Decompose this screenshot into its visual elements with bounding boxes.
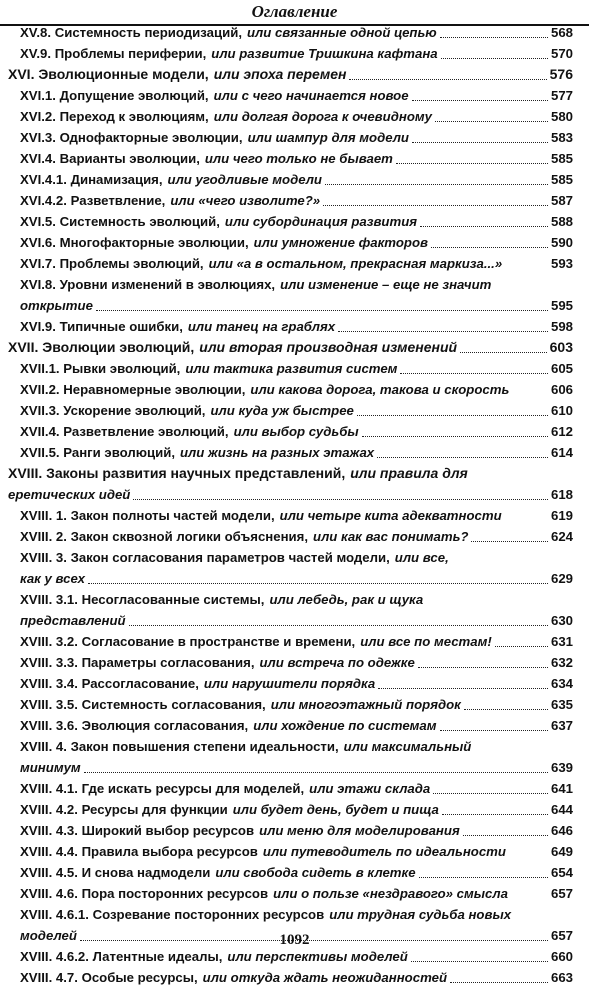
dot-leader (338, 331, 548, 332)
toc-entry[interactable] (20, 757, 573, 778)
toc-entry-title: XVIII. 4.4. Правила выбора ресурсов (20, 844, 258, 859)
toc-entry-subtitle: или путеводитель по идеальности (262, 844, 506, 859)
toc-entry-page: 570 (550, 46, 573, 61)
dot-leader (440, 730, 548, 731)
toc-entry-title: XVI.9. Типичные ошибки, (20, 319, 183, 334)
toc-entry[interactable] (20, 232, 573, 253)
toc-entry-title: XVII.5. Ранги эволюций, (20, 445, 175, 460)
toc-entry-page: 605 (550, 361, 573, 376)
toc-entry[interactable] (20, 631, 573, 652)
toc-entry[interactable] (20, 820, 573, 841)
toc-entry[interactable] (8, 337, 573, 358)
toc-entry[interactable] (20, 736, 573, 757)
toc-entry[interactable] (20, 169, 573, 190)
toc-entry-subtitle: или развитие Тришкина кафтана (211, 46, 438, 61)
toc-entry-subtitle: моделей (20, 928, 77, 943)
toc-entry[interactable] (20, 778, 573, 799)
dot-leader (349, 79, 546, 80)
toc-entry[interactable] (20, 673, 573, 694)
toc-entry-page: 588 (550, 214, 573, 229)
dot-leader (411, 961, 548, 962)
dot-leader (418, 667, 548, 668)
toc-entry[interactable] (20, 379, 573, 400)
toc-entry[interactable] (20, 568, 573, 589)
toc-entry-page: 631 (550, 634, 573, 649)
toc-entry-subtitle: или чего только не бывает (204, 151, 393, 166)
toc-entry-page: 657 (550, 886, 573, 901)
toc-entry-title: XVIII. 4.3. Широкий выбор ресурсов (20, 823, 255, 838)
toc-entry[interactable] (20, 967, 573, 988)
toc-entry-title: XV.9. Проблемы периферии, (20, 46, 207, 61)
toc-entry-page: 618 (550, 487, 573, 502)
toc-entry-page: 654 (550, 865, 573, 880)
toc-entry-subtitle: или нарушители порядка (203, 676, 376, 691)
toc-entry-page: 568 (550, 25, 573, 40)
toc-entry-subtitle: или будет день, будет и пища (232, 802, 439, 817)
toc-entry[interactable] (20, 526, 573, 547)
toc-entry-page: 619 (550, 508, 573, 523)
toc-entry-subtitle: или откуда ждать неожиданностей (202, 970, 448, 985)
toc-entry-title: XVII.4. Разветвление эволюций, (20, 424, 229, 439)
dot-leader (378, 688, 548, 689)
toc-entry-title: XVII.3. Ускорение эволюций, (20, 403, 206, 418)
toc-entry[interactable] (20, 883, 573, 904)
toc-entry-title: XVII.2. Неравномерные эволюции, (20, 382, 246, 397)
dot-leader (419, 877, 548, 878)
toc-entry[interactable] (20, 715, 573, 736)
toc-entry-title: XVI.8. Уровни изменений в эволюциях, (20, 277, 276, 292)
toc-entry-title: XVI.7. Проблемы эволюций, (20, 256, 204, 271)
toc-entry[interactable] (20, 106, 573, 127)
toc-entry-subtitle: или шампур для модели (247, 130, 409, 145)
toc-entry[interactable] (20, 211, 573, 232)
toc-entry-page: 580 (550, 109, 573, 124)
toc-entry-subtitle: или умножение факторов (253, 235, 428, 250)
toc-entry[interactable] (20, 148, 573, 169)
dot-leader (435, 121, 548, 122)
toc-entry-title: XVI.6. Многофакторные эволюции, (20, 235, 249, 250)
toc-entry[interactable] (8, 64, 573, 85)
dot-leader (450, 982, 548, 983)
dot-leader (88, 583, 548, 584)
toc-entry-subtitle: или какова дорога, такова и скорость (250, 382, 510, 397)
toc-entry-subtitle: или долгая дорога к очевидному (213, 109, 432, 124)
toc-entry-title: XVIII. 3.1. Несогласованные системы, (20, 592, 265, 607)
toc-entry-subtitle: или встреча по одежке (259, 655, 415, 670)
toc-entry-subtitle: или меню для моделирования (259, 823, 460, 838)
toc-entry-page: 624 (550, 529, 573, 544)
toc-entry-page: 644 (550, 802, 573, 817)
toc-entry-subtitle: или с чего начинается новое (213, 88, 409, 103)
toc-entry[interactable] (20, 253, 573, 274)
toc-entry[interactable] (20, 358, 573, 379)
toc-entry-page: 632 (550, 655, 573, 670)
toc-entry[interactable] (20, 22, 573, 43)
dot-leader (325, 184, 548, 185)
dot-leader (441, 58, 548, 59)
toc-entry[interactable] (20, 274, 573, 295)
dot-leader (431, 247, 548, 248)
dot-leader (495, 646, 548, 647)
dot-leader (84, 772, 548, 773)
dot-leader (357, 415, 548, 416)
toc-entry-subtitle: или максимальный (343, 739, 472, 754)
toc-entry[interactable] (20, 85, 573, 106)
toc-entry-page: 610 (550, 403, 573, 418)
toc-entry-title: XVIII. 4.5. И снова надмодели (20, 865, 211, 880)
toc-entry-title: XVI.4.1. Динамизация, (20, 172, 163, 187)
toc-entry-subtitle: или перспективы моделей (227, 949, 408, 964)
toc-entry[interactable] (20, 190, 573, 211)
toc-entry-page: 630 (550, 613, 573, 628)
dot-leader (412, 142, 548, 143)
toc-entry-page: 576 (549, 66, 573, 82)
toc-entry-subtitle: или субординация развития (224, 214, 418, 229)
toc-entry-title: XVIII. 4.2. Ресурсы для функции (20, 802, 228, 817)
toc-entry-title: XVIII. 4. Закон повышения степени идеальности, (20, 739, 339, 754)
toc-entry-page: 593 (550, 256, 573, 271)
toc-entry[interactable] (20, 505, 573, 526)
dot-leader (463, 835, 548, 836)
toc-entry[interactable] (8, 463, 573, 484)
toc-entry-page: 660 (550, 949, 573, 964)
toc-entry-page: 598 (550, 319, 573, 334)
toc-entry-page: 585 (550, 151, 573, 166)
toc-entry-title: XVIII. 4.6.1. Созревание посторонних ресурсов (20, 907, 325, 922)
toc-entry-subtitle: или о пользе «нездравого» смысла (273, 886, 508, 901)
toc-entry[interactable] (20, 862, 573, 883)
toc-entry-subtitle: или тактика развития систем (185, 361, 398, 376)
dot-leader (377, 457, 548, 458)
toc-entry-page: 646 (550, 823, 573, 838)
toc-entry-subtitle: открытие (20, 298, 93, 313)
toc-entry-page: 577 (550, 88, 573, 103)
toc-entry-title: XVIII. 3.2. Согласование в пространстве и времени, (20, 634, 356, 649)
toc-entry-page: 663 (550, 970, 573, 985)
dot-leader (362, 436, 548, 437)
toc-entry-title: XVI. Эволюционные модели, (8, 66, 209, 82)
toc-entry-subtitle: или как вас понимать? (313, 529, 469, 544)
toc-entry-page: 641 (550, 781, 573, 796)
dot-leader (133, 499, 548, 500)
toc-entry[interactable] (20, 400, 573, 421)
page-number: 1092 (279, 932, 310, 948)
toc-entry[interactable] (20, 442, 573, 463)
toc-entry-page: 606 (550, 382, 573, 397)
toc-entry-title: XVIII. 3.4. Рассогласование, (20, 676, 199, 691)
toc-entry-subtitle: или «а в остальном, прекрасная маркиза...» (208, 256, 503, 271)
toc-entry[interactable] (20, 652, 573, 673)
toc-entry-subtitle: или свобода сидеть в клетке (215, 865, 416, 880)
toc-entry-title: XVII.1. Рывки эволюций, (20, 361, 181, 376)
toc-entry-page: 612 (550, 424, 573, 439)
toc-entry-page: 587 (550, 193, 573, 208)
toc-entry-title: XVIII. 1. Закон полноты частей модели, (20, 508, 275, 523)
dot-leader (396, 163, 548, 164)
toc-entry[interactable] (20, 316, 573, 337)
toc-entry-page: 595 (550, 298, 573, 313)
toc-entry-subtitle: или эпоха перемен (213, 66, 347, 82)
toc-entry[interactable] (20, 547, 573, 568)
toc-entry-title: XVI.5. Системность эволюций, (20, 214, 220, 229)
page-header-title: Оглавление (251, 2, 338, 21)
dot-leader (412, 100, 548, 101)
dot-leader (464, 709, 548, 710)
toc-entry-subtitle: или угодливые модели (167, 172, 322, 187)
toc-entry-subtitle: или все по местам! (360, 634, 492, 649)
toc-entry-title: XVI.1. Допущение эволюций, (20, 88, 209, 103)
toc-entry-page: 590 (550, 235, 573, 250)
toc-entry-subtitle: или правила для (350, 465, 468, 481)
toc-entry-page: 614 (550, 445, 573, 460)
toc-entry-subtitle: или трудная судьба новых (329, 907, 512, 922)
toc-entry[interactable] (20, 589, 573, 610)
toc-entry-subtitle: еретических идей (8, 487, 131, 502)
toc-entry-title: XVIII. 3.6. Эволюция согласования, (20, 718, 249, 733)
toc-entry-title: XVI.4. Варианты эволюции, (20, 151, 200, 166)
toc-entry-title: XVIII. 4.6. Пора посторонних ресурсов (20, 886, 269, 901)
toc-entry-title: XVIII. 2. Закон сквозной логики объяснения, (20, 529, 309, 544)
toc-entry-title: XVIII. 4.7. Особые ресурсы, (20, 970, 198, 985)
toc-entry[interactable] (20, 127, 573, 148)
toc-entry-title: XVI.2. Переход к эволюциям, (20, 109, 209, 124)
toc-entry[interactable] (20, 694, 573, 715)
toc-entry-page: 634 (550, 676, 573, 691)
toc-entry-page: 637 (550, 718, 573, 733)
dot-leader (420, 226, 548, 227)
toc-entry-subtitle: или куда уж быстрее (210, 403, 354, 418)
toc-entry-subtitle: или «чего изволите?» (170, 193, 321, 208)
toc-entry[interactable] (8, 484, 573, 505)
dot-leader (460, 352, 547, 353)
toc-entry-subtitle: или жизнь на разных этажах (180, 445, 375, 460)
toc-entry-subtitle: или четыре кита адекватности (279, 508, 502, 523)
toc-entry[interactable] (20, 421, 573, 442)
toc-entry-title: XVIII. 4.1. Где искать ресурсы для моделей, (20, 781, 305, 796)
toc-entry-title: XVIII. 3.5. Системность согласования, (20, 697, 266, 712)
toc-entry[interactable] (20, 799, 573, 820)
toc-entry-title: XV.8. Системность периодизаций, (20, 25, 242, 40)
toc-entry[interactable] (20, 904, 573, 925)
toc-entry-title: XVIII. 3.3. Параметры согласования, (20, 655, 255, 670)
toc-entry-subtitle: или вторая производная изменений (199, 339, 458, 355)
toc-entry-subtitle: или все, (394, 550, 449, 565)
toc-entry-subtitle: или выбор судьбы (233, 424, 359, 439)
toc-entry-title: XVIII. 3. Закон согласования параметров частей модели, (20, 550, 390, 565)
toc-entry-title: XVI.4.2. Разветвление, (20, 193, 166, 208)
dot-leader (471, 541, 548, 542)
toc-entry-subtitle: или хождение по системам (253, 718, 437, 733)
toc-entry-page: 585 (550, 172, 573, 187)
toc-entry-title: XVII. Эволюции эволюций, (8, 339, 195, 355)
toc-entry[interactable] (20, 295, 573, 316)
toc-entry-subtitle: или изменение – еще не значит (280, 277, 492, 292)
toc-entry[interactable] (20, 610, 573, 631)
toc-entry-title: XVI.3. Однофакторные эволюции, (20, 130, 243, 145)
toc-entry-page: 657 (550, 928, 573, 943)
toc-entry-subtitle: или многоэтажный порядок (270, 697, 461, 712)
toc-entry-subtitle: или этажи склада (309, 781, 431, 796)
dot-leader (323, 205, 548, 206)
toc-entry-page: 639 (550, 760, 573, 775)
toc-entry-subtitle: или лебедь, рак и щука (269, 592, 424, 607)
dot-leader (433, 793, 548, 794)
dot-leader (129, 625, 548, 626)
toc-entry-subtitle: как у всех (20, 571, 85, 586)
toc-entry-title: XVIII. Законы развития научных представлений, (8, 465, 346, 481)
toc-entry-page: 603 (549, 339, 573, 355)
toc-entry[interactable] (20, 43, 573, 64)
toc-entry-subtitle: минимум (20, 760, 81, 775)
toc-entry-title: XVIII. 4.6.2. Латентные идеалы, (20, 949, 223, 964)
toc-entry[interactable] (20, 946, 573, 967)
toc-entry-page: 629 (550, 571, 573, 586)
dot-leader (442, 814, 548, 815)
toc-entry-subtitle: или связанные одной цепью (246, 25, 437, 40)
toc-entry[interactable] (20, 841, 573, 862)
toc-entry-page: 583 (550, 130, 573, 145)
dot-leader (400, 373, 548, 374)
dot-leader (96, 310, 548, 311)
toc-entry-page: 649 (550, 844, 573, 859)
dot-leader (440, 37, 548, 38)
toc-entry-page: 635 (550, 697, 573, 712)
toc-entry-subtitle: представлений (20, 613, 126, 628)
toc-entry-subtitle: или танец на граблях (187, 319, 336, 334)
